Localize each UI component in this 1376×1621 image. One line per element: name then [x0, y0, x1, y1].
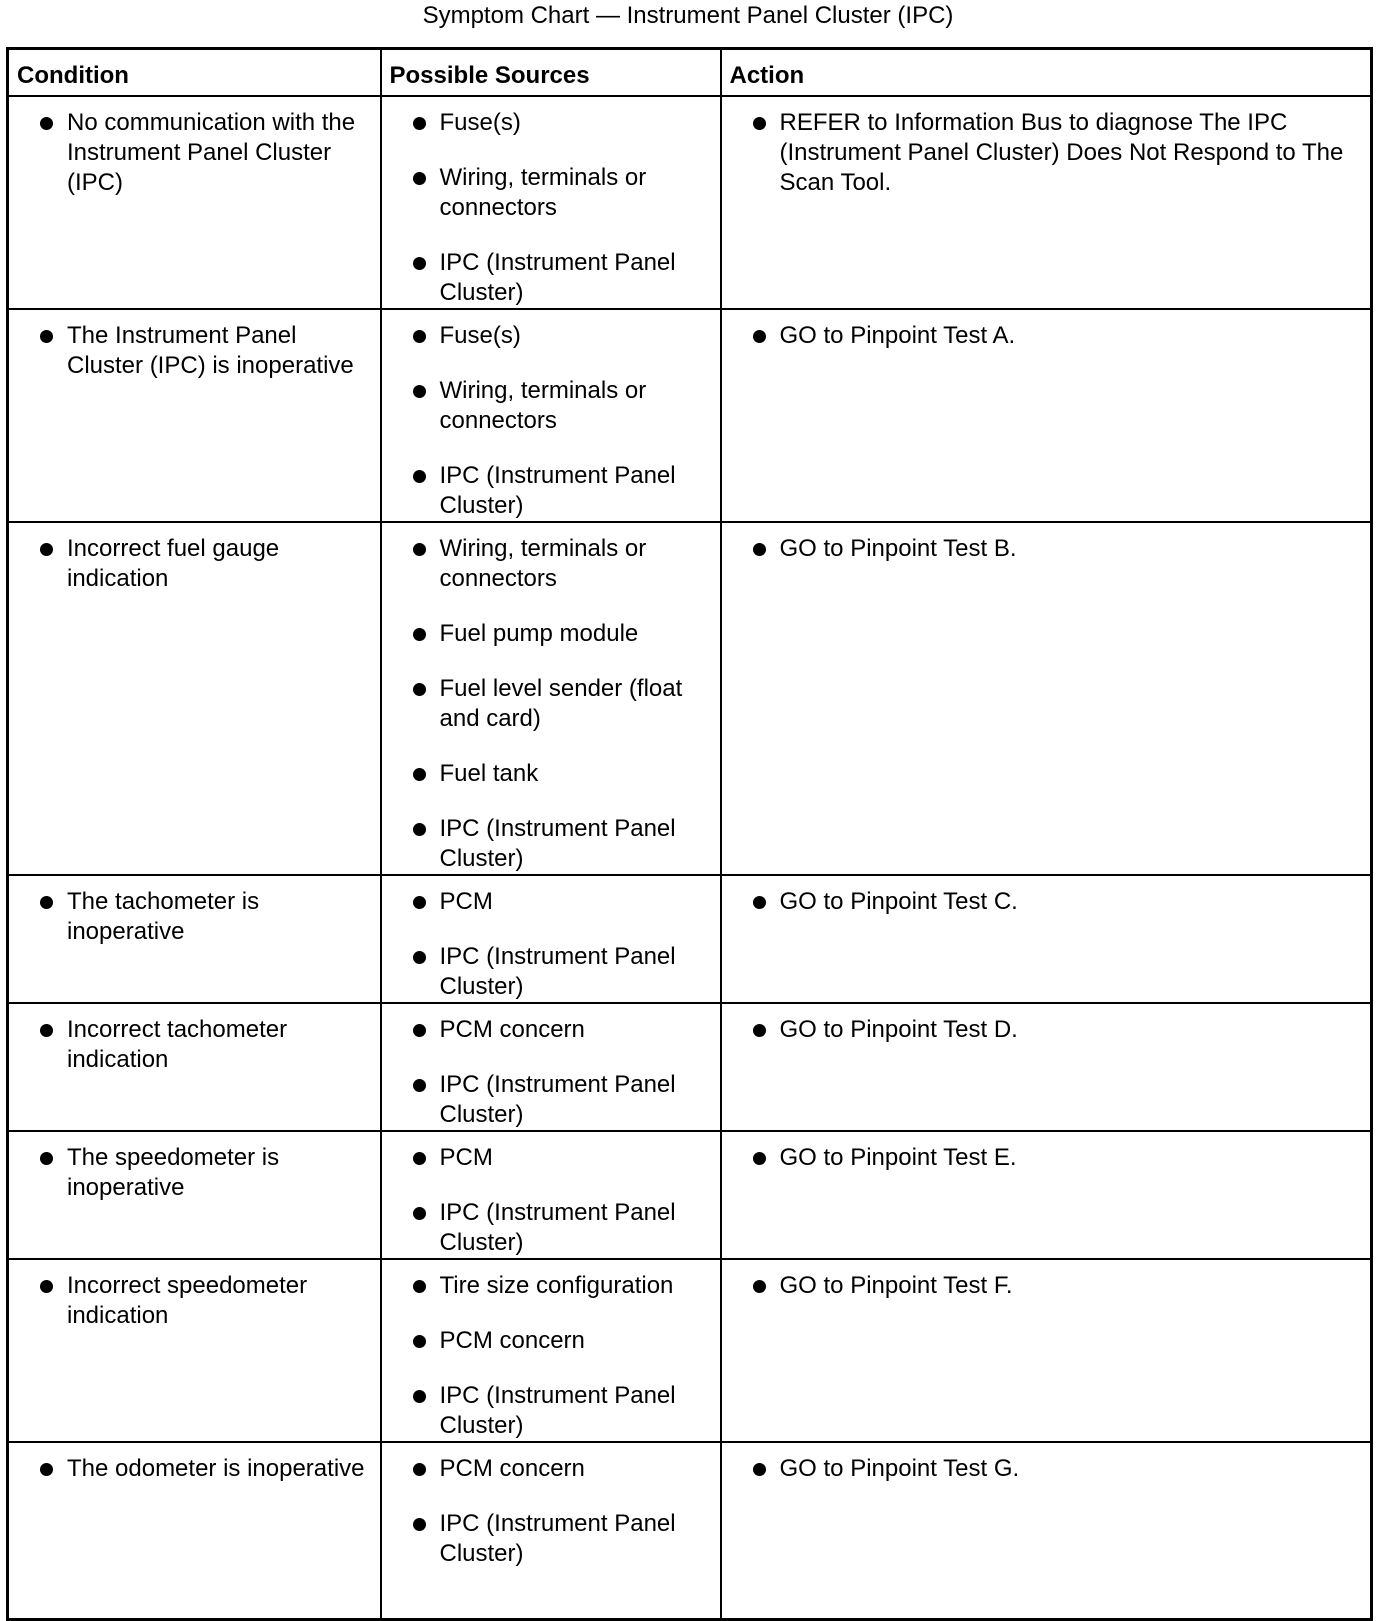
bullet-list: [382, 1132, 720, 1258]
bullet-list: [382, 310, 720, 521]
list-item: [390, 1381, 712, 1441]
bullet-icon: [40, 543, 53, 556]
bullet-list: [382, 1004, 720, 1130]
action-cell: [721, 1442, 1372, 1620]
list-item-text: Fuse(s): [439, 321, 521, 349]
bullet-list: [9, 1443, 380, 1484]
action-cell: [721, 309, 1372, 522]
bullet-list: [722, 1260, 1371, 1301]
bullet-icon: [753, 1024, 766, 1037]
column-header-possible-sources: Possible Sources: [381, 49, 721, 96]
condition-cell: [8, 1003, 381, 1131]
list-item-text: IPC (Instrument Panel Cluster): [439, 1381, 676, 1439]
bullet-icon: [40, 117, 53, 130]
list-item: [17, 108, 372, 198]
action-cell: [721, 522, 1372, 875]
symptom-rows: [8, 96, 1372, 1620]
list-item-text: GO to Pinpoint Test C.: [779, 887, 1018, 915]
bullet-icon: [413, 823, 426, 836]
list-item: [390, 534, 712, 594]
bullet-icon: [413, 1024, 426, 1037]
list-item-text: PCM concern: [439, 1015, 585, 1043]
list-item: [730, 321, 1363, 351]
list-item-text: Fuel tank: [439, 759, 539, 787]
action-cell: [721, 1003, 1372, 1131]
list-item: [730, 534, 1363, 564]
list-item-text: Tire size configuration: [439, 1271, 674, 1299]
list-item: [390, 887, 712, 917]
list-item-text: IPC (Instrument Panel Cluster): [439, 814, 676, 872]
condition-cell: [8, 875, 381, 1003]
bullet-icon: [413, 1280, 426, 1293]
bullet-list: [722, 876, 1371, 917]
list-item: [390, 814, 712, 874]
bullet-icon: [40, 1280, 53, 1293]
list-item-text: GO to Pinpoint Test D.: [779, 1015, 1018, 1043]
list-item: [390, 108, 712, 138]
list-item-text: GO to Pinpoint Test G.: [779, 1454, 1020, 1482]
bullet-list: [722, 523, 1371, 564]
bullet-list: [382, 876, 720, 1002]
condition-cell: [8, 96, 381, 309]
list-item-text: REFER to Information Bus to diagnose The IPC (Instrument Panel Cluster) Does Not Respond to The Scan Tool.: [779, 108, 1344, 196]
list-item: [390, 942, 712, 1002]
list-item-text: GO to Pinpoint Test A.: [779, 321, 1016, 349]
bullet-icon: [413, 683, 426, 696]
bullet-icon: [413, 1335, 426, 1348]
list-item: [390, 163, 712, 223]
list-item-text: IPC (Instrument Panel Cluster): [439, 1070, 676, 1128]
bullet-icon: [753, 1463, 766, 1476]
list-item: [730, 1015, 1363, 1045]
list-item: [17, 1015, 372, 1075]
bullet-list: [722, 1443, 1371, 1484]
list-item: [17, 321, 372, 381]
list-item-text: IPC (Instrument Panel Cluster): [439, 1509, 676, 1567]
list-item-text: IPC (Instrument Panel Cluster): [439, 1198, 676, 1256]
list-item: [730, 887, 1363, 917]
possible-sources-cell: [381, 309, 721, 522]
bullet-icon: [413, 172, 426, 185]
action-cell: [721, 875, 1372, 1003]
list-item-text: IPC (Instrument Panel Cluster): [439, 942, 676, 1000]
condition-cell: [8, 309, 381, 522]
bullet-icon: [413, 470, 426, 483]
list-item-text: The odometer is inoperative: [67, 1454, 365, 1482]
list-item: [390, 321, 712, 351]
bullet-icon: [413, 257, 426, 270]
list-item: [390, 1271, 712, 1301]
list-item: [390, 759, 712, 789]
list-item: [730, 1454, 1363, 1484]
possible-sources-cell: [381, 875, 721, 1003]
bullet-icon: [753, 543, 766, 556]
symptom-chart-table: [6, 47, 1373, 1621]
list-item-text: PCM: [439, 1143, 493, 1171]
bullet-list: [9, 1004, 380, 1075]
list-item-text: Fuse(s): [439, 108, 521, 136]
bullet-icon: [413, 1207, 426, 1220]
possible-sources-cell: [381, 1442, 721, 1620]
bullet-icon: [413, 628, 426, 641]
list-item-text: Wiring, terminals or connectors: [439, 534, 647, 592]
action-cell: [721, 1131, 1372, 1259]
header-row: [8, 49, 1372, 96]
bullet-icon: [753, 1280, 766, 1293]
list-item-text: IPC (Instrument Panel Cluster): [439, 461, 676, 519]
chart-title: Symptom Chart — Instrument Panel Cluster (IPC): [422, 2, 954, 29]
list-item-text: Incorrect speedometer indication: [67, 1271, 308, 1329]
list-item: [730, 1271, 1363, 1301]
bullet-icon: [413, 1152, 426, 1165]
column-header-action: Action: [721, 49, 1372, 96]
bullet-list: [722, 97, 1371, 198]
list-item: [17, 1454, 372, 1484]
column-header-condition: Condition: [8, 49, 381, 96]
bullet-icon: [40, 1152, 53, 1165]
list-item: [390, 248, 712, 308]
list-item-text: Wiring, terminals or connectors: [439, 163, 647, 221]
list-item-text: GO to Pinpoint Test E.: [779, 1143, 1017, 1171]
list-item: [390, 1454, 712, 1484]
bullet-list: [382, 97, 720, 308]
bullet-icon: [753, 330, 766, 343]
bullet-list: [9, 876, 380, 947]
list-item-text: Wiring, terminals or connectors: [439, 376, 647, 434]
list-item-text: PCM concern: [439, 1326, 585, 1354]
possible-sources-cell: [381, 522, 721, 875]
list-item-text: GO to Pinpoint Test B.: [779, 534, 1017, 562]
list-item: [17, 534, 372, 594]
condition-cell: [8, 1442, 381, 1620]
bullet-list: [9, 1260, 380, 1331]
table-row: [8, 522, 1372, 875]
list-item: [730, 1143, 1363, 1173]
table-row: [8, 1003, 1372, 1131]
possible-sources-cell: [381, 96, 721, 309]
list-item-text: IPC (Instrument Panel Cluster): [439, 248, 676, 306]
list-item: [390, 1326, 712, 1356]
bullet-list: [382, 1443, 720, 1569]
bullet-list: [722, 1004, 1371, 1045]
list-item-text: Fuel level sender (float and card): [439, 674, 683, 732]
list-item-text: Incorrect tachometer indication: [67, 1015, 288, 1073]
list-item: [390, 619, 712, 649]
list-item-text: The speedometer is inoperative: [67, 1143, 280, 1201]
possible-sources-cell: [381, 1131, 721, 1259]
bullet-icon: [40, 1463, 53, 1476]
list-item: [390, 1070, 712, 1130]
table-row: [8, 1131, 1372, 1259]
bullet-icon: [413, 1463, 426, 1476]
bullet-icon: [753, 896, 766, 909]
bullet-icon: [753, 1152, 766, 1165]
list-item-text: PCM: [439, 887, 493, 915]
bullet-list: [722, 1132, 1371, 1173]
bullet-icon: [413, 1079, 426, 1092]
condition-cell: [8, 1131, 381, 1259]
bullet-icon: [413, 330, 426, 343]
table-row: [8, 309, 1372, 522]
list-item-text: GO to Pinpoint Test F.: [779, 1271, 1013, 1299]
bullet-list: [9, 523, 380, 594]
bullet-icon: [40, 330, 53, 343]
bullet-list: [722, 310, 1371, 351]
bullet-icon: [413, 1390, 426, 1403]
bullet-icon: [413, 951, 426, 964]
list-item: [390, 1198, 712, 1258]
action-cell: [721, 1259, 1372, 1442]
list-item-text: No communication with the Instrument Panel Cluster (IPC): [67, 108, 356, 196]
bullet-list: [9, 97, 380, 198]
list-item-text: The Instrument Panel Cluster (IPC) is inoperative: [67, 321, 354, 379]
list-item: [390, 1015, 712, 1045]
action-cell: [721, 96, 1372, 309]
table-row: [8, 1259, 1372, 1442]
bullet-icon: [413, 768, 426, 781]
table-row: [8, 1442, 1372, 1620]
list-item: [17, 887, 372, 947]
list-item: [390, 674, 712, 734]
bullet-list: [9, 1132, 380, 1203]
list-item-text: Fuel pump module: [439, 619, 639, 647]
condition-cell: [8, 522, 381, 875]
bullet-list: [382, 1260, 720, 1441]
list-item-text: The tachometer is inoperative: [67, 887, 260, 945]
bullet-icon: [40, 896, 53, 909]
list-item: [390, 376, 712, 436]
condition-cell: [8, 1259, 381, 1442]
bullet-list: [382, 523, 720, 874]
list-item: [17, 1271, 372, 1331]
bullet-icon: [413, 117, 426, 130]
list-item: [390, 1509, 712, 1569]
bullet-icon: [413, 543, 426, 556]
bullet-icon: [753, 117, 766, 130]
possible-sources-cell: [381, 1259, 721, 1442]
bullet-icon: [40, 1024, 53, 1037]
list-item: [390, 461, 712, 521]
bullet-icon: [413, 385, 426, 398]
list-item: [730, 108, 1363, 198]
bullet-icon: [413, 1518, 426, 1531]
table-row: [8, 96, 1372, 309]
bullet-icon: [413, 896, 426, 909]
table-row: [8, 875, 1372, 1003]
bullet-list: [9, 310, 380, 381]
possible-sources-cell: [381, 1003, 721, 1131]
list-item: [17, 1143, 372, 1203]
list-item-text: PCM concern: [439, 1454, 585, 1482]
list-item-text: Incorrect fuel gauge indication: [67, 534, 280, 592]
list-item: [390, 1143, 712, 1173]
